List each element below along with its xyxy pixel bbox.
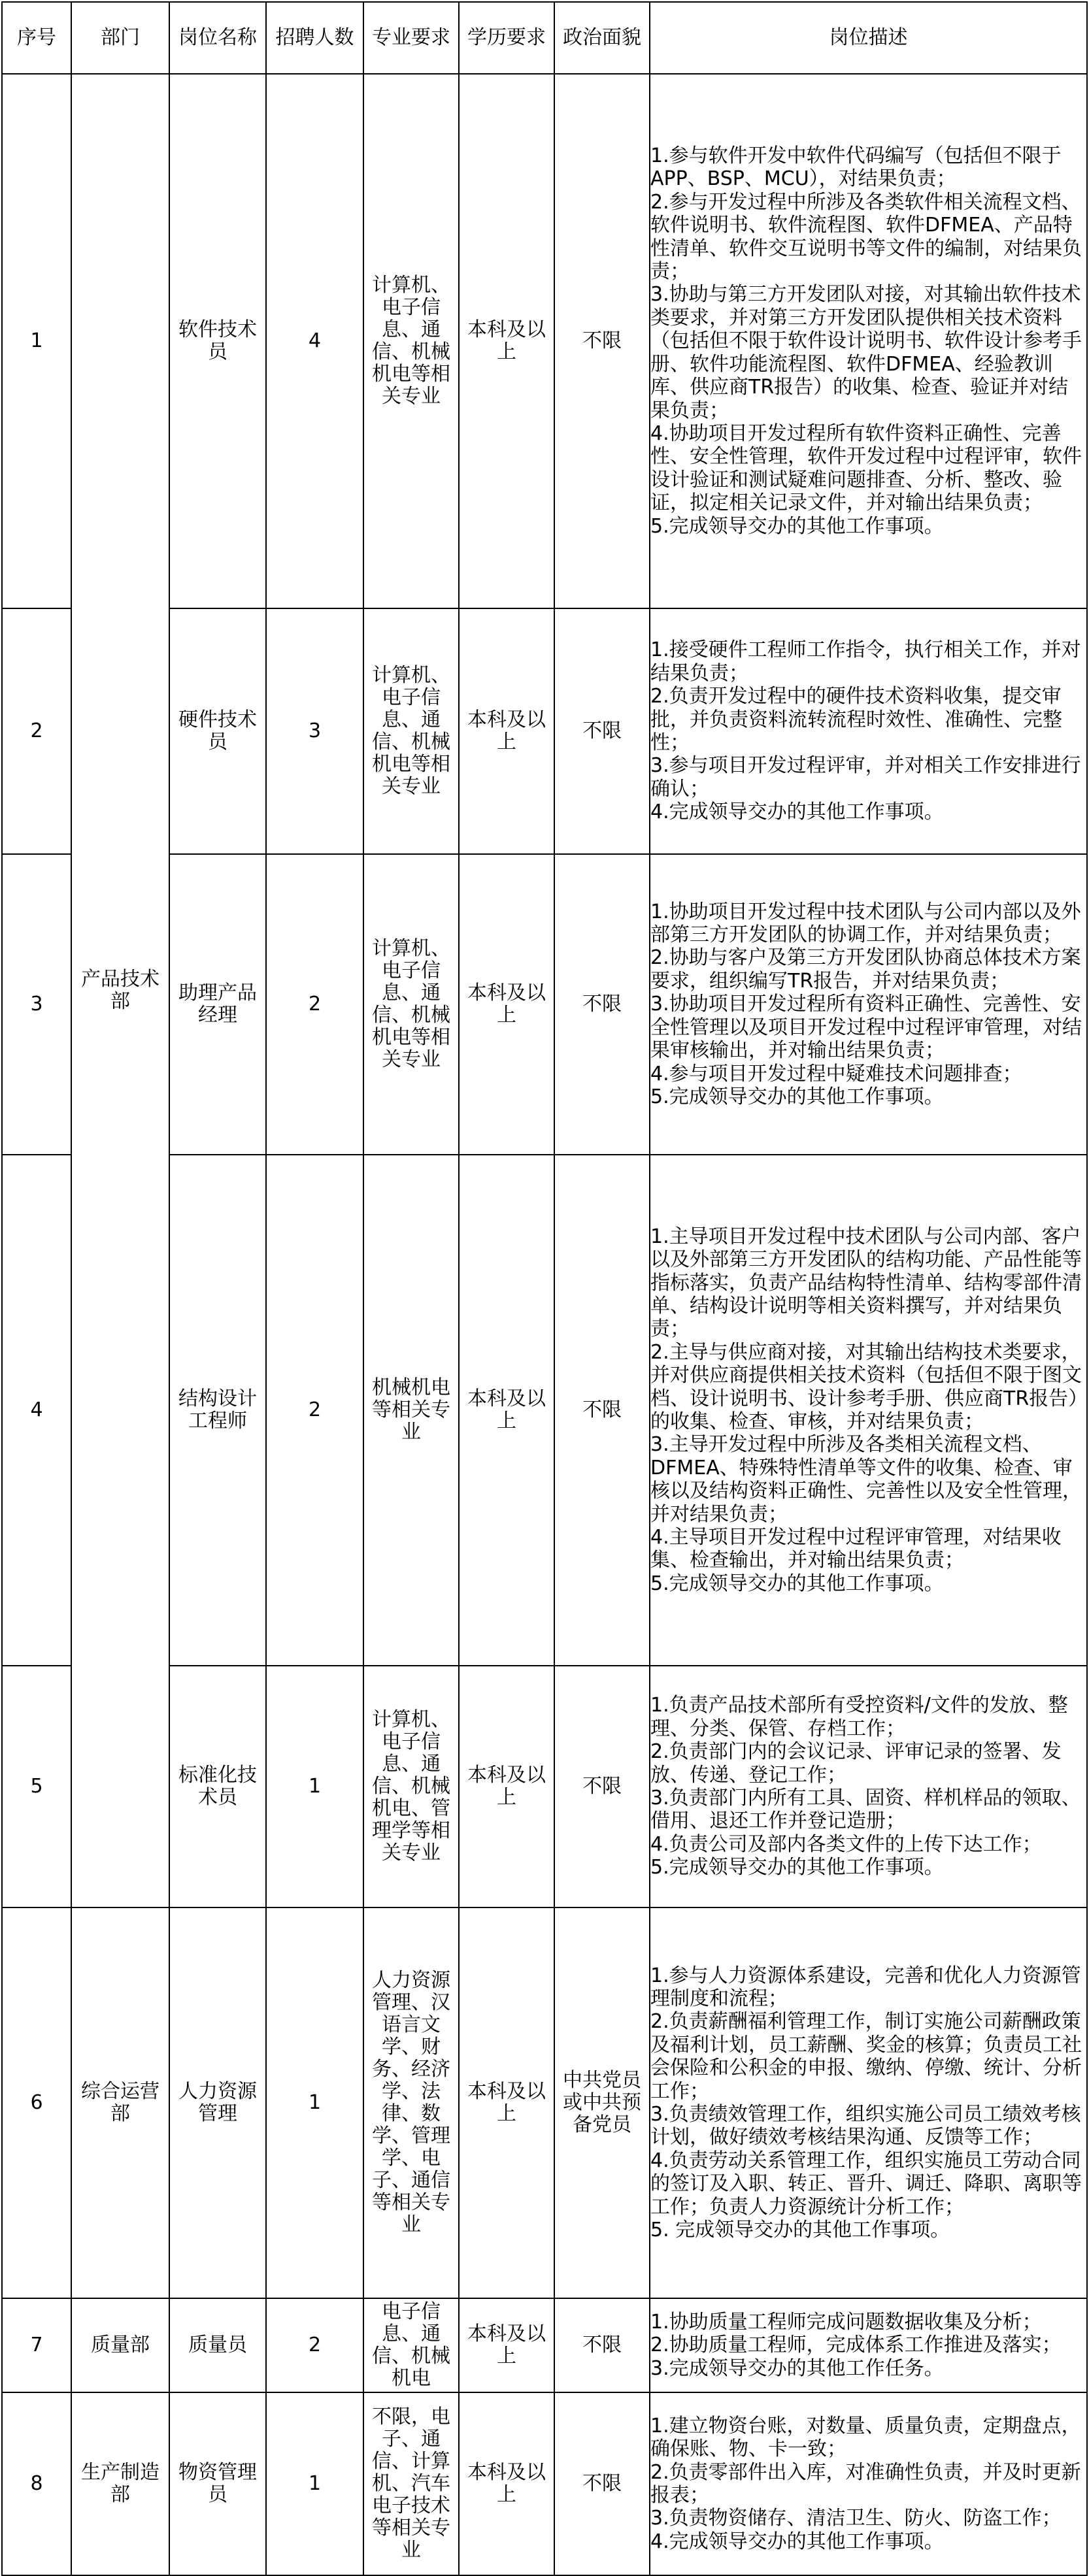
description-line: 1.主导项目开发过程中技术团队与公司内部、客户以及外部第三方开发团队的结构功能、产品性能等指标落实，负责产品结构特性清单、结构零部件清单、结构设计说明等相关资料撰写，并对结果负责； xyxy=(650,1225,1082,1341)
description-line: 1.接受硬件工程师工作指令，执行相关工作，并对结果负责； xyxy=(650,638,1081,685)
description-line: 5.完成领导交办的其他工作事项。 xyxy=(650,1856,944,1879)
description-line: 5. 完成领导交办的其他工作事项。 xyxy=(650,2219,950,2242)
description-line: 1.建立物资台账，对数量、质量负责，定期盘点，确保账、物、卡一致； xyxy=(650,2414,1081,2461)
position-description xyxy=(650,2298,1087,2392)
headcount: 2 xyxy=(266,854,363,1155)
headcount: 1 xyxy=(266,1666,363,1907)
department-cell: 产品技术部 xyxy=(71,74,169,1907)
header-education: 学历要求 xyxy=(459,2,554,74)
position-title: 软件技术员 xyxy=(169,74,266,608)
position-title: 质量员 xyxy=(169,2298,266,2392)
description-line: 1.协助项目开发过程中技术团队与公司内部以及外部第三方开发团队的协调工作，并对结果负责； xyxy=(650,900,1081,947)
political-status: 不限 xyxy=(554,608,650,854)
header-department: 部门 xyxy=(71,2,169,74)
political-status: 不限 xyxy=(554,2298,650,2392)
headcount: 2 xyxy=(266,1155,363,1666)
description-line: 2.协助质量工程师，完成体系工作推进及落实； xyxy=(650,2334,1062,2357)
description-line: 5.完成领导交办的其他工作事项。 xyxy=(650,1572,944,1595)
description-line: 5.完成领导交办的其他工作事项。 xyxy=(650,1085,944,1108)
header-row xyxy=(2,2,1087,74)
description-line: 4.负责劳动关系管理工作，组织实施员工劳动合同的签订及入职、转正、晋升、调迁、降职、离职等工作；负责人力资源统计分析工作； xyxy=(650,2149,1082,2219)
description-line: 3.完成领导交办的其他工作任务。 xyxy=(650,2356,944,2380)
position-description xyxy=(650,1155,1087,1666)
headcount: 1 xyxy=(266,1907,363,2298)
major-requirement: 计算机、电子信息、通信、机械机电、管理学等相关专业 xyxy=(363,1666,459,1907)
row-number: 5 xyxy=(2,1666,71,1907)
table-row xyxy=(2,2298,1087,2392)
political-status: 不限 xyxy=(554,74,650,608)
education-requirement: 本科及以上 xyxy=(459,854,554,1155)
description-line: 4.参与项目开发过程中疑难技术问题排查； xyxy=(650,1062,1022,1085)
education-requirement: 本科及以上 xyxy=(459,1155,554,1666)
description-line: 5.完成领导交办的其他工作事项。 xyxy=(650,514,944,538)
major-requirement: 电子信息、通信、机械机电 xyxy=(363,2298,459,2392)
row-number: 7 xyxy=(2,2298,71,2392)
position-description xyxy=(650,74,1087,608)
description-line: 4.负责公司及部内各类文件的上传下达工作； xyxy=(650,1832,1042,1856)
headcount: 1 xyxy=(266,2392,363,2575)
description-line: 1.参与软件开发中软件代码编写（包括但不限于APP、BSP、MCU），对结果负责； xyxy=(650,144,1062,191)
description-line: 2.负责薪酬福利管理工作，制订实施公司薪酬政策及福利计划，员工薪酬、奖金的核算；负责员工社会保险和公积金的申报、缴纳、停缴、统计、分析工作； xyxy=(650,2010,1082,2103)
header-political: 政治面貌 xyxy=(554,2,650,74)
education-requirement: 本科及以上 xyxy=(459,1907,554,2298)
education-requirement: 本科及以上 xyxy=(459,1666,554,1907)
political-status: 不限 xyxy=(554,854,650,1155)
header-headcount: 招聘人数 xyxy=(266,2,363,74)
row-number: 8 xyxy=(2,2392,71,2575)
description-line: 3.负责绩效管理工作，组织实施公司员工绩效考核计划，做好绩效考核结果沟通、反馈等工作； xyxy=(650,2103,1081,2149)
header-position: 岗位名称 xyxy=(169,2,266,74)
header-number: 序号 xyxy=(2,2,71,74)
header-major: 专业要求 xyxy=(363,2,459,74)
description-line: 2.协助与客户及第三方开发团队协商总体技术方案要求，组织编写TR报告，并对结果负责； xyxy=(650,946,1081,993)
position-title: 标准化技术员 xyxy=(169,1666,266,1907)
header-description: 岗位描述 xyxy=(650,2,1087,74)
description-line: 2.主导与供应商对接，对其输出结构技术类要求，并对供应商提供相关技术资料（包括但不限于图文档、设计说明书、设计参考手册、供应商TR报告）的收集、检查、审核，并对结果负责； xyxy=(650,1340,1082,1433)
headcount: 4 xyxy=(266,74,363,608)
description-line: 2.负责开发过程中的硬件技术资料收集，提交审批，并负责资料流转流程时效性、准确性、完整性； xyxy=(650,685,1062,754)
political-status: 不限 xyxy=(554,1155,650,1666)
major-requirement: 人力资源管理、汉语言文学、财务、经济学、法律、数学、管理学、电子、通信等相关专业 xyxy=(363,1907,459,2298)
description-line: 3.协助与第三方开发团队对接，对其输出软件技术类要求，并对第三方开发团队提供相关技术资料（包括但不限于软件设计说明书、软件设计参考手册、软件功能流程图、软件DFMEA、经验教训库、供应商TR报告）的收集、检查、验证并对结果负责； xyxy=(650,283,1082,422)
row-number: 1 xyxy=(2,74,71,608)
major-requirement: 计算机、电子信息、通信、机械机电等相关专业 xyxy=(363,854,459,1155)
position-description xyxy=(650,608,1087,854)
row-number: 3 xyxy=(2,854,71,1155)
education-requirement: 本科及以上 xyxy=(459,2392,554,2575)
description-line: 3.主导开发过程中所涉及各类相关流程文档、DFMEA、特殊特性清单等文件的收集、检查、审核以及结构资料正确性、完善性以及安全性管理，并对结果负责； xyxy=(650,1433,1082,1526)
table-row xyxy=(2,2392,1087,2575)
recruitment-table xyxy=(1,1,1088,2576)
position-title: 硬件技术员 xyxy=(169,608,266,854)
political-status: 不限 xyxy=(554,2392,650,2575)
headcount: 3 xyxy=(266,608,363,854)
table-row xyxy=(2,74,1087,608)
position-description xyxy=(650,854,1087,1155)
department-cell: 质量部 xyxy=(71,2298,169,2392)
department-cell: 生产制造部 xyxy=(71,2392,169,2575)
major-requirement: 计算机、电子信息、通信、机械机电等相关专业 xyxy=(363,608,459,854)
description-line: 2.参与开发过程中所涉及各类软件相关流程文档、软件说明书、软件流程图、软件DFMEA、产品特性清单、软件交互说明书等文件的编制，对结果负责； xyxy=(650,190,1082,284)
row-number: 6 xyxy=(2,1907,71,2298)
description-line: 2.负责零部件出入库，对准确性负责，并及时更新报表； xyxy=(650,2460,1081,2507)
political-status: 不限 xyxy=(554,1666,650,1907)
department-cell: 综合运营部 xyxy=(71,1907,169,2298)
description-line: 3.负责物资储存、清洁卫生、防火、防盗工作； xyxy=(650,2507,1062,2530)
description-line: 3.协助项目开发过程所有资料正确性、完善性、安全性管理以及项目开发过程中过程评审管理，对结果审核输出，并对输出结果负责； xyxy=(650,993,1082,1063)
education-requirement: 本科及以上 xyxy=(459,74,554,608)
position-title: 助理产品经理 xyxy=(169,854,266,1155)
description-line: 4.协助项目开发过程所有软件资料正确性、完善性、安全性管理，软件开发过程中过程评审，软件设计验证和测试疑难问题排查、分析、整改、验证，拟定相关记录文件，并对输出结果负责； xyxy=(650,421,1082,515)
row-number: 2 xyxy=(2,608,71,854)
major-requirement: 机械机电等相关专业 xyxy=(363,1155,459,1666)
headcount: 2 xyxy=(266,2298,363,2392)
table-row xyxy=(2,1907,1087,2298)
position-title: 结构设计工程师 xyxy=(169,1155,266,1666)
education-requirement: 本科及以上 xyxy=(459,2298,554,2392)
description-line: 3.负责部门内所有工具、固资、样机样品的领取、借用、退还工作并登记造册； xyxy=(650,1787,1081,1833)
position-title: 人力资源管理 xyxy=(169,1907,266,2298)
row-number: 4 xyxy=(2,1155,71,1666)
position-description xyxy=(650,1666,1087,1907)
major-requirement: 计算机、电子信息、通信、机械机电等相关专业 xyxy=(363,74,459,608)
position-description xyxy=(650,2392,1087,2575)
description-line: 4.主导项目开发过程中过程评审管理，对结果收集、检查输出，并对输出结果负责； xyxy=(650,1526,1062,1572)
description-line: 1.参与人力资源体系建设，完善和优化人力资源管理制度和流程； xyxy=(650,1964,1081,2010)
political-status: 中共党员或中共预备党员 xyxy=(554,1907,650,2298)
education-requirement: 本科及以上 xyxy=(459,608,554,854)
description-line: 4.完成领导交办的其他工作事项。 xyxy=(650,2530,944,2553)
description-line: 3.参与项目开发过程评审，并对相关工作安排进行确认； xyxy=(650,754,1081,801)
description-line: 4.完成领导交办的其他工作事项。 xyxy=(650,801,944,824)
major-requirement: 不限，电子、通信、计算机、汽车电子技术等相关专业 xyxy=(363,2392,459,2575)
description-line: 2.负责部门内的会议记录、评审记录的签署、发放、传递、登记工作； xyxy=(650,1740,1062,1787)
position-title: 物资管理员 xyxy=(169,2392,266,2575)
description-line: 1.协助质量工程师完成问题数据收集及分析； xyxy=(650,2310,1042,2334)
description-line: 1.负责产品技术部所有受控资料/文件的发放、整理、分类、保管、存档工作； xyxy=(650,1694,1068,1740)
position-description xyxy=(650,1907,1087,2298)
